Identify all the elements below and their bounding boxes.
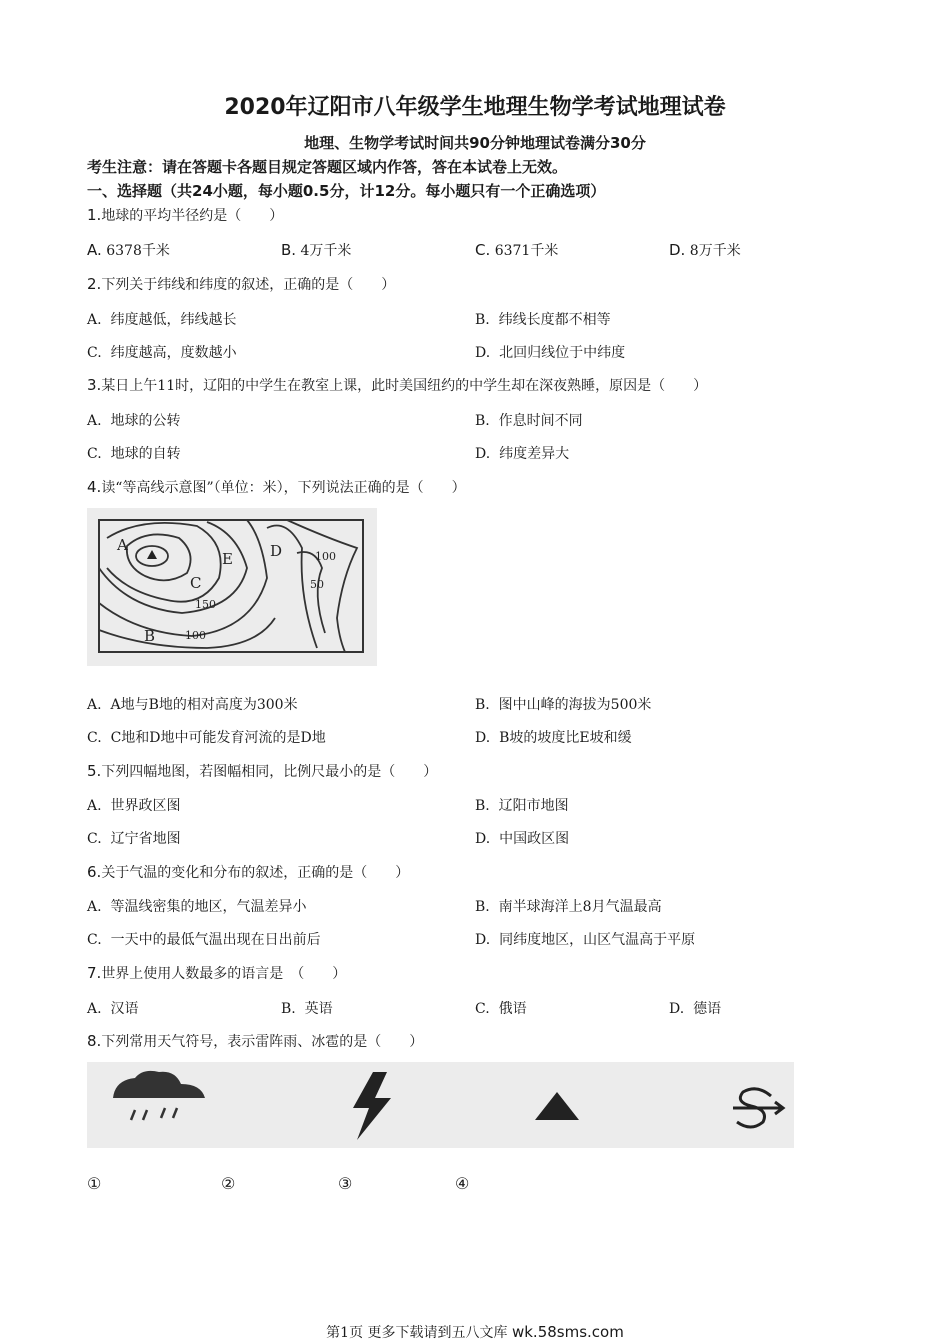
section-heading: 一、选择题（共24小题，每小题0.5分，计12分。每小题只有一个正确选项） <box>87 182 606 200</box>
question-2-option-b: B. 纬线长度都不相等 <box>475 312 611 328</box>
lightning-icon <box>353 1072 391 1140</box>
question-5-option-b: B. 辽阳市地图 <box>475 798 569 814</box>
question-3: 3.某日上午11时，辽阳的中学生在教室上课，此时美国纽约的中学生却在深夜熟睡，原因是（ ） <box>87 376 708 394</box>
question-3-option-c: C. 地球的自转 <box>87 446 181 462</box>
question-1-option-a: A. 6378千米 <box>87 241 170 259</box>
question-3-option-b: B. 作息时间不同 <box>475 413 583 429</box>
map-label-a: A <box>117 536 128 554</box>
exam-notice: 考生注意：请在答题卡各题目规定答题区域内作答，答在本试卷上无效。 <box>87 158 568 176</box>
marker-3: ③ <box>338 1174 353 1193</box>
marker-4: ④ <box>455 1174 470 1193</box>
question-6-option-a: A. 等温线密集的地区，气温差异小 <box>87 899 307 915</box>
question-1-option-c: C. 6371千米 <box>475 241 559 259</box>
question-4-option-a: A. A地与B地的相对高度为300米 <box>87 697 298 713</box>
question-7: 7.世界上使用人数最多的语言是 （ ） <box>87 964 347 982</box>
question-3-option-d: D. 纬度差异大 <box>475 446 570 462</box>
map-label-100-bottom: 100 <box>185 629 206 642</box>
question-5-option-d: D. 中国政区图 <box>475 831 570 847</box>
map-label-100-right: 100 <box>315 550 336 563</box>
question-6-option-b: B. 南半球海洋上8月气温最高 <box>475 899 662 915</box>
question-7-option-c: C. 俄语 <box>475 1001 527 1017</box>
question-2-option-a: A. 纬度越低，纬线越长 <box>87 312 237 328</box>
rain-cloud-icon <box>113 1071 205 1120</box>
question-6-option-d: D. 同纬度地区，山区气温高于平原 <box>475 932 696 948</box>
map-label-c: C <box>190 574 202 592</box>
question-1: 1.地球的平均半径约是（ ） <box>87 206 284 224</box>
map-label-e: E <box>222 550 233 568</box>
question-6: 6.关于气温的变化和分布的叙述，正确的是（ ） <box>87 863 410 881</box>
question-1-option-b: B. 4万千米 <box>281 241 352 259</box>
question-6-option-c: C. 一天中的最低气温出现在日出前后 <box>87 932 321 948</box>
question-7-option-b: B. 英语 <box>281 1001 333 1017</box>
exam-title: 2020年辽阳市八年级学生地理生物学考试地理试卷 <box>224 95 726 120</box>
question-4-option-b: B. 图中山峰的海拔为500米 <box>475 697 652 713</box>
question-2-option-d: D. 北回归线位于中纬度 <box>475 345 626 361</box>
map-label-50: 50 <box>310 578 324 591</box>
map-label-d: D <box>270 542 283 560</box>
weather-symbols-figure <box>87 1062 794 1148</box>
marker-2: ② <box>221 1174 236 1193</box>
question-2-option-c: C. 纬度越高，度数越小 <box>87 345 237 361</box>
map-label-b: B <box>144 627 156 645</box>
exam-subtitle: 地理、生物学考试时间共90分钟地理试卷满分30分 <box>304 134 646 152</box>
hail-triangle-icon <box>535 1092 579 1120</box>
question-4-option-c: C. C地和D地中可能发育河流的是D地 <box>87 730 326 746</box>
question-5: 5.下列四幅地图，若图幅相同，比例尺最小的是（ ） <box>87 762 438 780</box>
question-8: 8.下列常用天气符号，表示雷阵雨、冰雹的是（ ） <box>87 1032 424 1050</box>
question-7-option-d: D. 德语 <box>669 1001 722 1017</box>
question-4-option-d: D. B坡的坡度比E坡和缓 <box>475 730 632 746</box>
question-4: 4.读“等高线示意图”（单位：米），下列说法正确的是（ ） <box>87 478 466 496</box>
map-label-150: 150 <box>195 598 216 611</box>
page-footer <box>0 1322 950 1342</box>
question-2: 2.下列关于纬线和纬度的叙述，正确的是（ ） <box>87 275 396 293</box>
question-5-option-c: C. 辽宁省地图 <box>87 831 181 847</box>
footer-site-link[interactable]: wk.58sms.com <box>511 1323 624 1341</box>
question-7-option-a: A. 汉语 <box>87 1001 139 1017</box>
contour-map-figure <box>87 508 377 666</box>
question-3-option-a: A. 地球的公转 <box>87 413 181 429</box>
footer-page-text: 第1页 更多下载请到五八文库 <box>326 1325 508 1341</box>
marker-1: ① <box>87 1174 102 1193</box>
question-5-option-a: A. 世界政区图 <box>87 798 181 814</box>
question-1-option-d: D. 8万千米 <box>669 241 741 259</box>
sandstorm-icon <box>733 1089 783 1127</box>
